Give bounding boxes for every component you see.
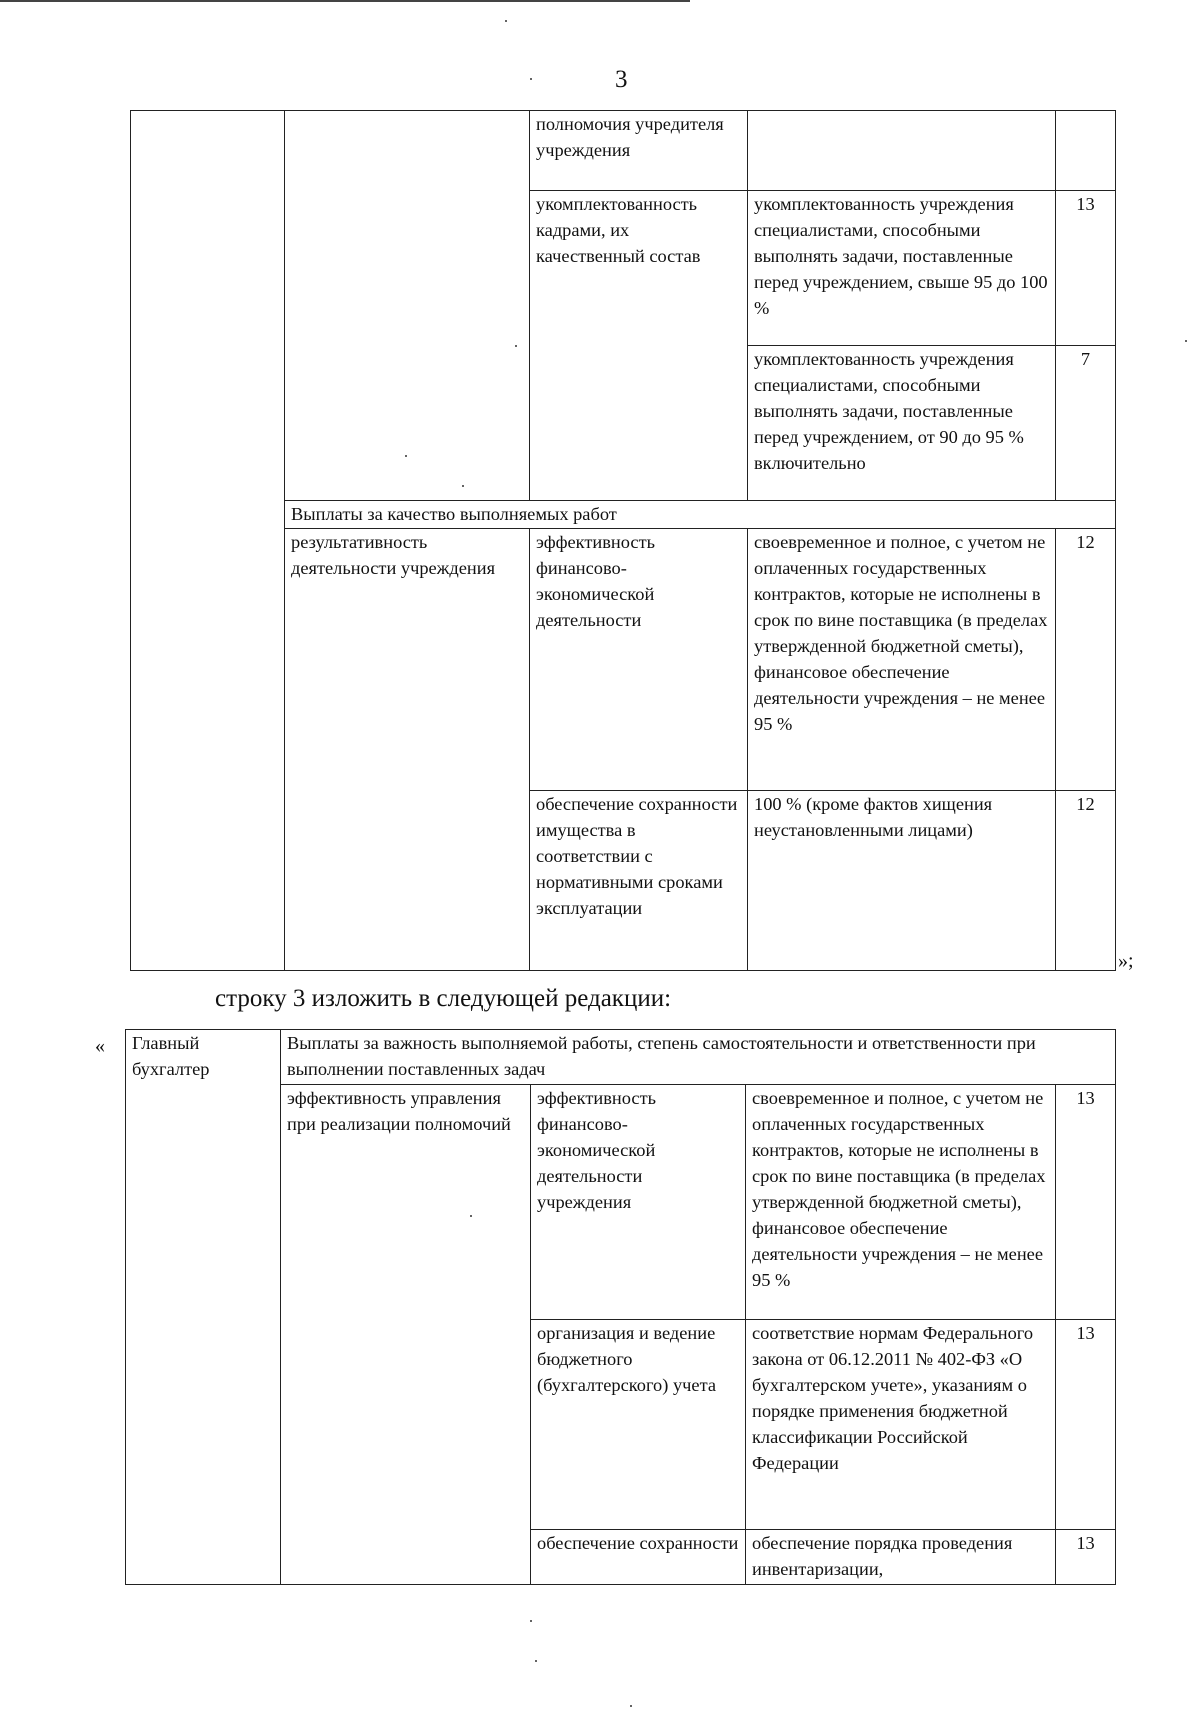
- criterion-cell: укомплектованность учреждения специалистами, способными выполнять задачи, поставленные перед учреждением, свыше 95 до 100 %: [748, 191, 1056, 346]
- points-cell: 13: [1056, 1320, 1116, 1530]
- condition-cell: [285, 111, 530, 501]
- opening-quote: «: [95, 1035, 105, 1057]
- top-edge-rule: [0, 0, 690, 2]
- scan-speck: [1185, 340, 1187, 342]
- criterion-cell: соответствие нормам Федерального закона от 06.12.2011 № 402-ФЗ «О бухгалтерском учете», указаниям о порядке применения бюджетной классификации Российской Федерации: [746, 1320, 1056, 1530]
- condition-cell: результативность деятельности учреждения: [285, 529, 530, 971]
- scan-speck: [530, 78, 532, 80]
- table-row: [131, 111, 1116, 191]
- scan-speck: [535, 1660, 537, 1662]
- points-cell: 12: [1056, 791, 1116, 971]
- amendment-instruction: строку 3 изложить в следующей редакции:: [215, 985, 672, 1012]
- closing-quote: »;: [1118, 950, 1134, 972]
- criterion-cell: укомплектованность учреждения специалистами, способными выполнять задачи, поставленные перед учреждением, от 90 до 95 % включительно: [748, 346, 1056, 501]
- criterion-cell: 100 % (кроме фактов хищения неустановленными лицами): [748, 791, 1056, 971]
- page-number: 3: [615, 66, 628, 93]
- indicator-cell: эффективность финансово-экономической деятельности: [530, 529, 748, 791]
- position-cell: [131, 111, 285, 971]
- indicator-cell: обеспечение сохранности: [531, 1530, 746, 1585]
- table-row: [126, 1030, 1116, 1085]
- indicator-cell: эффективность финансово-экономической деятельности учреждения: [531, 1085, 746, 1320]
- indicator-cell: укомплектованность кадрами, их качественный состав: [530, 191, 748, 501]
- scan-speck: [530, 1620, 532, 1622]
- condition-cell: эффективность управления при реализации полномочий: [281, 1085, 531, 1585]
- criterion-cell: обеспечение порядка проведения инвентаризации,: [746, 1530, 1056, 1585]
- points-cell: 13: [1056, 1085, 1116, 1320]
- indicator-cell: организация и ведение бюджетного (бухгалтерского) учета: [531, 1320, 746, 1530]
- points-cell: [1056, 111, 1116, 191]
- scan-speck: [405, 455, 407, 457]
- criterion-cell: [748, 111, 1056, 191]
- section-header: Выплаты за качество выполняемых работ: [285, 501, 1116, 529]
- position-cell: Главный бухгалтер: [126, 1030, 281, 1585]
- scan-speck: [630, 1705, 632, 1707]
- criterion-cell: своевременное и полное, с учетом не оплаченных государственных контрактов, которые не исполнены в срок по вине поставщика (в пределах утвержденной бюджетной сметы), финансовое обеспечение деятельности учреждения – не менее 95 %: [748, 529, 1056, 791]
- points-cell: 7: [1056, 346, 1116, 501]
- points-cell: 12: [1056, 529, 1116, 791]
- indicator-cell: обеспечение сохранности имущества в соответствии с нормативными сроками эксплуатации: [530, 791, 748, 971]
- indicator-cell: полномочия учредителя учреждения: [530, 111, 748, 191]
- scan-speck: [470, 1215, 472, 1217]
- criterion-cell: своевременное и полное, с учетом не оплаченных государственных контрактов, которые не исполнены в срок по вине поставщика (в пределах утвержденной бюджетной сметы), финансовое обеспечение деятельности учреждения – не менее 95 %: [746, 1085, 1056, 1320]
- scan-speck: [515, 345, 517, 347]
- scan-speck: [505, 20, 507, 22]
- section-header: Выплаты за важность выполняемой работы, степень самостоятельности и ответственности при выполнении поставленных задач: [281, 1030, 1116, 1085]
- criteria-table-continuation: [130, 110, 1116, 971]
- points-cell: 13: [1056, 191, 1116, 346]
- chief-accountant-table: [125, 1029, 1116, 1585]
- scan-speck: [462, 485, 464, 487]
- points-cell: 13: [1056, 1530, 1116, 1585]
